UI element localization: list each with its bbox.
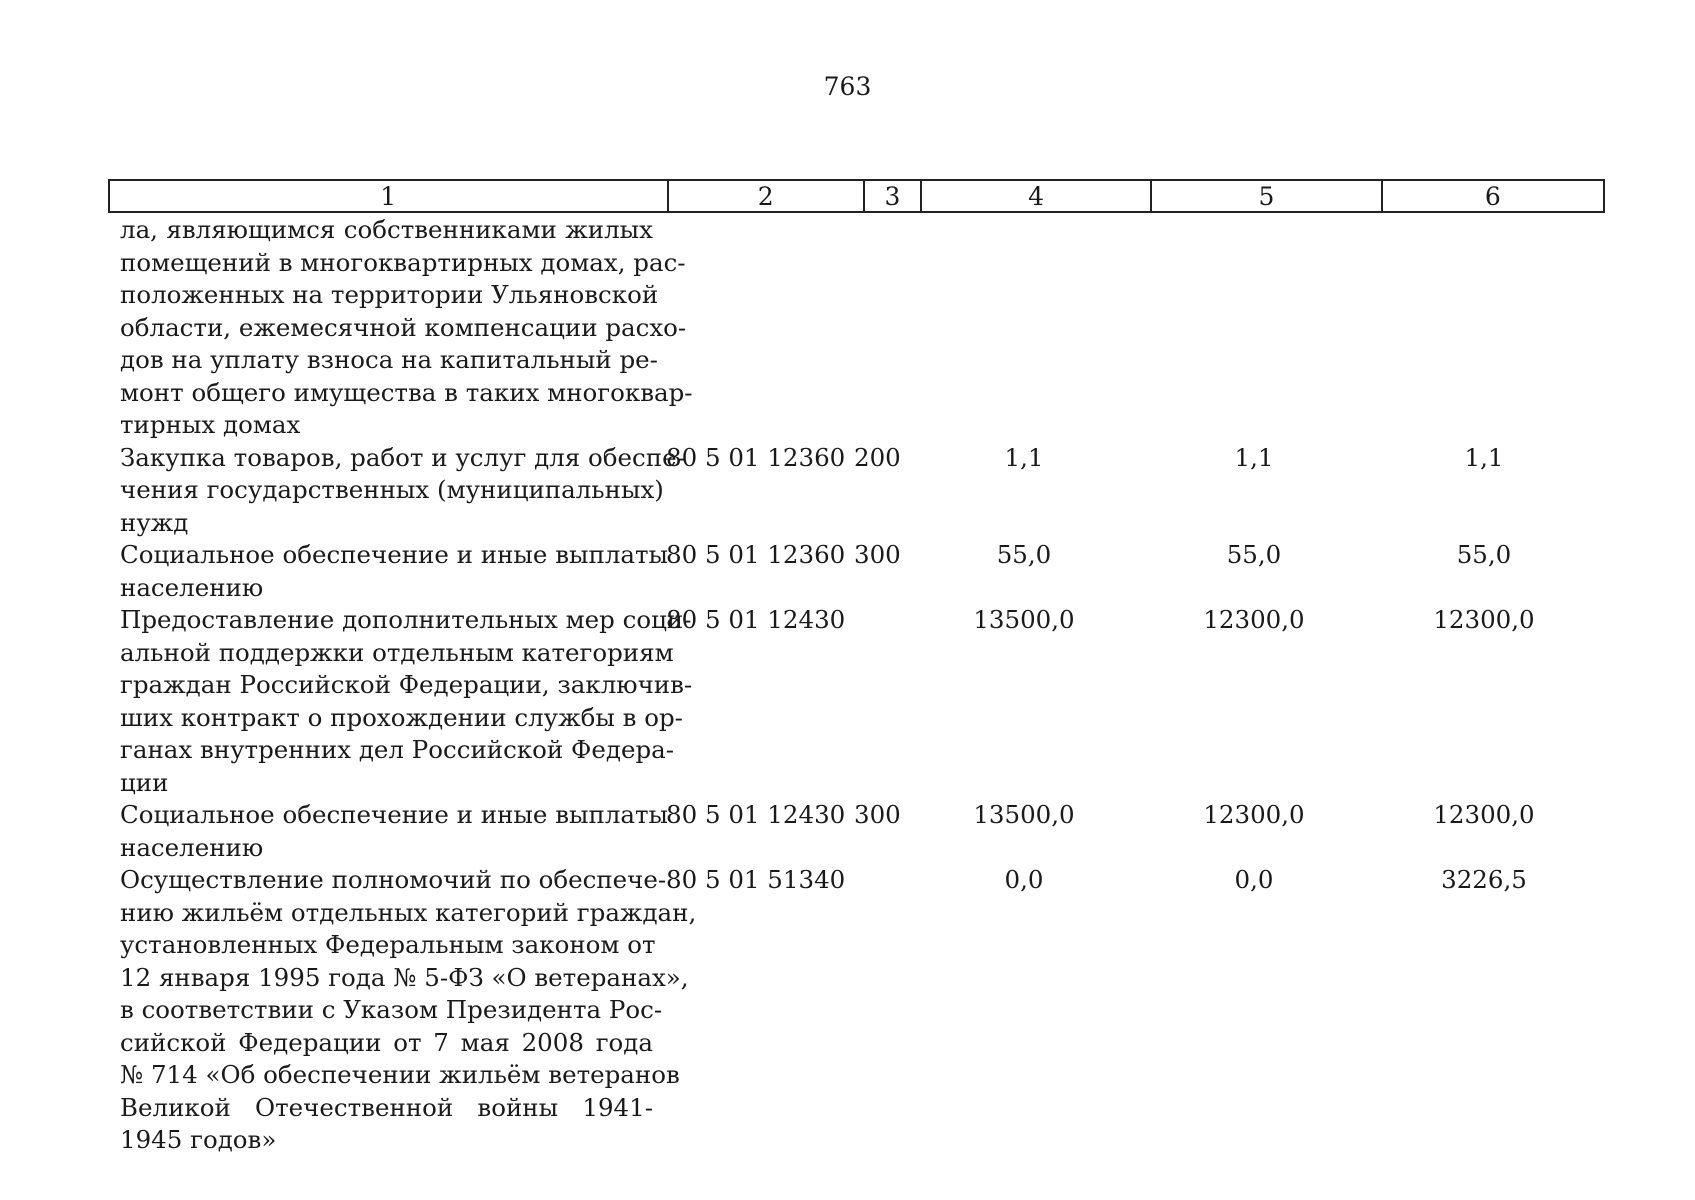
row-description [120,539,669,604]
row-value-6: 12300,0 [1433,800,1535,829]
description-line: нужд [120,507,189,537]
description-line: Закупка товаров, работ и услуг для обеспе- [120,442,685,472]
row-code: 80 5 01 12430 [666,605,846,634]
row-value-4: 13500,0 [973,800,1075,829]
description-line: населению [120,832,264,862]
description-line: ших контракт о прохождении службы в ор- [120,702,683,732]
table-row [120,864,1605,1157]
description-line: населению [120,572,264,602]
header-col-3: 3 [865,181,922,211]
description-line: альной поддержки отдельным категориям [120,637,674,667]
row-code: 80 5 01 12430 [666,800,846,829]
description-line: ла, являющимся собственниками жилых [120,215,653,244]
description-line: сийской Федерации от 7 мая 2008 года [120,1027,653,1057]
row-value-5: 1,1 [1234,442,1274,472]
header-col-1: 1 [110,181,669,211]
row-value-6: 1,1 [1464,442,1504,472]
row-code: 80 5 01 12360 [666,540,846,569]
description-line: положенных на территории Ульяновской [120,280,659,309]
row-value-4: 1,1 [1004,442,1044,472]
row-value-6: 55,0 [1456,540,1512,569]
table-header [108,179,1605,213]
description-line: нию жильём отдельных категорий граждан, [120,897,697,927]
header-col-5: 5 [1152,181,1382,211]
table-row [120,214,1605,442]
row-description [120,442,685,540]
row-value-5: 12300,0 [1203,800,1305,829]
header-col-6: 6 [1484,181,1501,211]
description-line: Социальное обеспечение и иные выплаты [120,800,669,829]
row-value-4: 13500,0 [973,605,1075,634]
description-line: установленных Федеральным законом от [120,930,656,959]
description-line: монт общего имущества в таких многоквар- [120,377,693,407]
description-line: ции [120,767,169,797]
row-value-6: 12300,0 [1433,605,1535,634]
row-value-5: 0,0 [1234,865,1274,894]
header-col-4: 4 [922,181,1152,211]
row-value-5: 12300,0 [1203,605,1305,634]
row-value-4: 0,0 [1004,865,1044,894]
row-code: 80 5 01 51340 [666,865,846,894]
row-type: 200 [854,442,901,472]
description-line: Предоставление дополнительных мер соци- [120,605,692,634]
row-value-4: 55,0 [996,540,1052,569]
table-row [120,442,1605,540]
table-row [120,799,1605,864]
description-line: помещений в многоквартирных домах, рас- [120,247,686,277]
description-line: дов на уплату взноса на капитальный ре- [120,345,658,374]
description-line: ганах внутренних дел Российской Федера- [120,735,675,764]
row-description [120,604,693,799]
description-line: Осуществление полномочий по обеспече- [120,865,667,894]
header-col-2: 2 [669,181,865,211]
page-number: 763 [823,72,872,101]
description-line: № 714 «Об обеспечении жильём ветеранов [120,1060,680,1089]
description-line: 12 января 1995 года № 5-ФЗ «О ветеранах», [120,962,689,992]
description-line: Социальное обеспечение и иные выплаты [120,540,669,569]
row-type: 300 [854,540,901,569]
description-line: Великой Отечественной войны 1941- [120,1092,653,1122]
description-line: области, ежемесячной компенсации расхо- [120,312,687,342]
description-line: чения государственных (муниципальных) [120,475,664,504]
row-type: 300 [854,800,901,829]
row-value-6: 3226,5 [1441,865,1527,894]
description-line: в соответствии с Указом Президента Рос- [120,995,663,1024]
row-description [120,799,669,864]
table-row [120,604,1605,799]
description-line: 1945 годов» [120,1125,277,1154]
row-description [120,864,697,1157]
row-code: 80 5 01 12360 [666,442,846,472]
description-line: тирных домах [120,410,301,439]
table-body [120,214,1605,1157]
table-row [120,539,1605,604]
description-line: граждан Российской Федерации, заключив- [120,670,693,699]
row-value-5: 55,0 [1226,540,1282,569]
row-description [120,214,693,442]
